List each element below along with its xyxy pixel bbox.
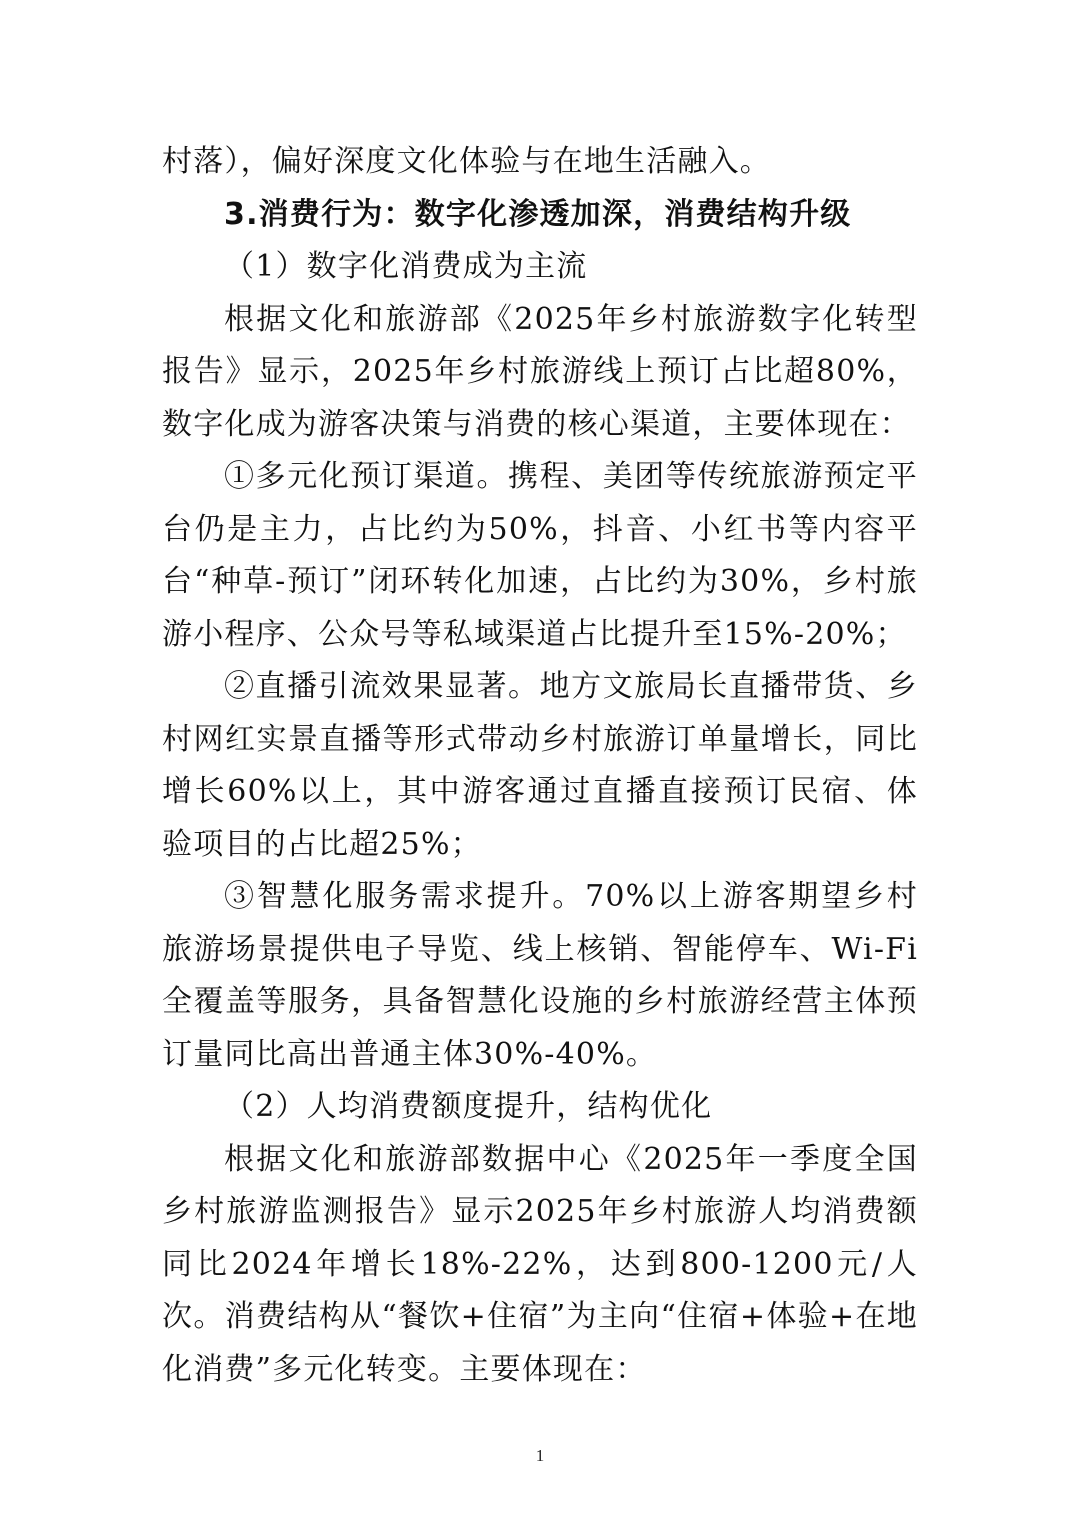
page-number: 1 — [535, 1446, 545, 1465]
subheading: （2）人均消费额度提升，结构优化 — [224, 1089, 713, 1124]
paragraph-continuation: 村落），偏好深度文化体验与在地生活融入。 — [162, 144, 771, 179]
document-body — [162, 136, 918, 1396]
list-item: ①多元化预订渠道。携程、美团等传统旅游预定平台仍是主力，占比约为50%，抖音、小红书等内容平台“种草-预订”闭环转化加速，占比约为30%，乡村旅游小程序、公众号等私域渠道占比提升至15%-20%； — [162, 459, 918, 652]
body-paragraph: 根据文化和旅游部数据中心《2025年一季度全国乡村旅游监测报告》显示2025年乡村旅游人均消费额同比2024年增长18%-22%，达到800-1200元/人次。消费结构从“餐饮+住宿”为主向“住宿+体验+在地化消费”多元化转变。主要体现在： — [162, 1141, 918, 1387]
list-item: ③智慧化服务需求提升。70%以上游客期望乡村旅游场景提供电子导览、线上核销、智能停车、Wi-Fi全覆盖等服务，具备智慧化设施的乡村旅游经营主体预订量同比高出普通主体30%-40%。 — [162, 879, 918, 1072]
list-item: ②直播引流效果显著。地方文旅局长直播带货、乡村网红实景直播等形式带动乡村旅游订单量增长，同比增长60%以上，其中游客通过直播直接预订民宿、体验项目的占比超25%； — [162, 669, 918, 862]
subheading: （1）数字化消费成为主流 — [224, 249, 588, 284]
body-paragraph: 根据文化和旅游部《2025年乡村旅游数字化转型报告》显示，2025年乡村旅游线上预订占比超80%，数字化成为游客决策与消费的核心渠道，主要体现在： — [162, 301, 918, 442]
section-heading: 3.消费行为：数字化渗透加深，消费结构升级 — [224, 196, 852, 232]
